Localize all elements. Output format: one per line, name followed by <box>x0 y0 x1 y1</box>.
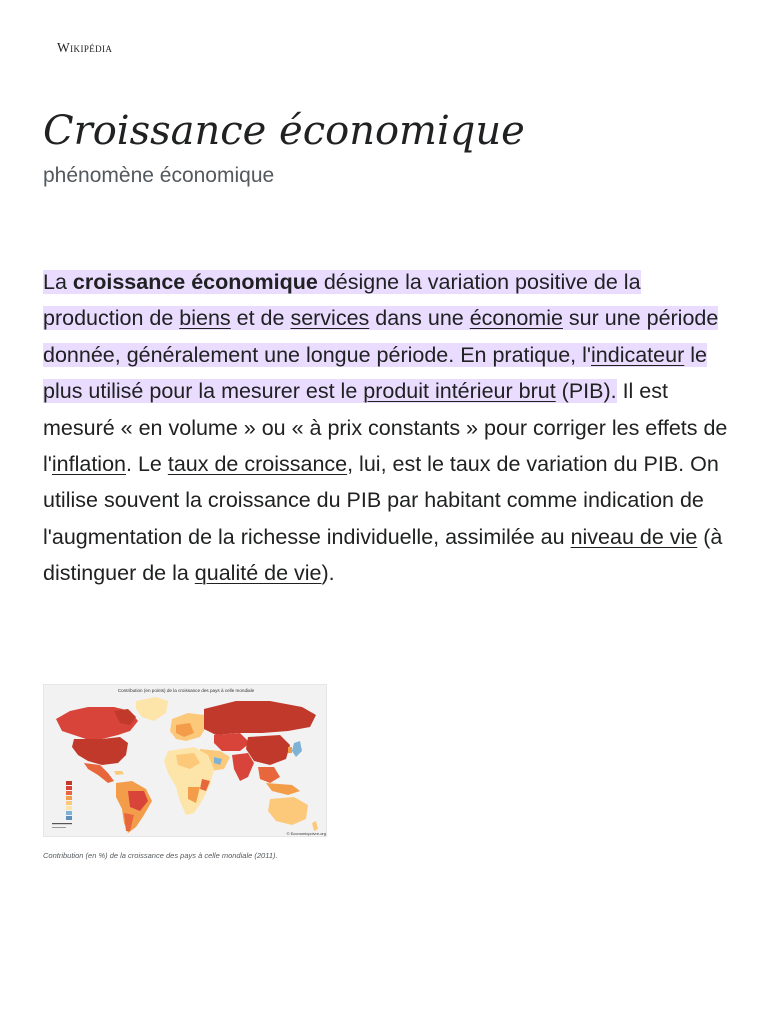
text-segment: La <box>43 270 73 294</box>
text-segment: (PIB). <box>555 379 617 404</box>
world-map-figure[interactable] <box>43 684 327 837</box>
link-indicateur[interactable]: indicateur <box>591 342 685 367</box>
map-credit: © Economicpoivre.org <box>286 831 326 836</box>
link-produit-interieur-brut[interactable]: produit intérieur brut <box>363 379 556 404</box>
text-segment: sur une période donnée, généralement une longue période. En pratique, l' <box>43 306 719 367</box>
text-segment: désigne la variation positive de la production de <box>43 270 641 331</box>
page-subtitle: phénomène économique <box>43 164 275 187</box>
text-segment: . Le <box>126 452 168 477</box>
intro-paragraph <box>43 264 733 592</box>
wikipedia-logo[interactable]: Wikipédia <box>57 40 113 55</box>
link-qualite-de-vie[interactable]: qualité de vie <box>194 561 322 586</box>
link-services[interactable]: services <box>290 306 370 331</box>
bold-term: croissance économique <box>72 270 318 294</box>
link-economie[interactable]: économie <box>469 306 563 331</box>
world-map-image <box>44 685 327 837</box>
text-segment: , lui, est le taux de variation du PIB. On utilise souvent la croissance du PIB par habitant comme indication de l'augmentation de la richesse individuelle, assimilée au <box>43 452 719 549</box>
link-inflation[interactable]: inflation <box>51 452 126 477</box>
text-segment: dans une <box>369 306 470 331</box>
link-taux-de-croissance[interactable]: taux de croissance <box>167 452 348 477</box>
text-segment: Il est mesuré « en volume » ou « à prix constants » pour corriger les effets de l' <box>43 379 728 477</box>
figure-caption: Contribution (en %) de la croissance des pays à celle mondiale (2011). <box>43 851 278 860</box>
text-segment: (à distinguer de la <box>43 524 723 586</box>
link-niveau-de-vie[interactable]: niveau de vie <box>570 524 698 549</box>
text-segment: ). <box>321 561 335 586</box>
map-title: Contribution (en points) de la croissance des pays à celle mondiale <box>117 688 255 693</box>
text-segment: et de <box>230 306 291 331</box>
text-segment: le plus utilisé pour la mesurer est le <box>43 342 707 404</box>
link-biens[interactable]: biens <box>179 306 231 331</box>
page-title: Croissance économique <box>43 108 525 154</box>
